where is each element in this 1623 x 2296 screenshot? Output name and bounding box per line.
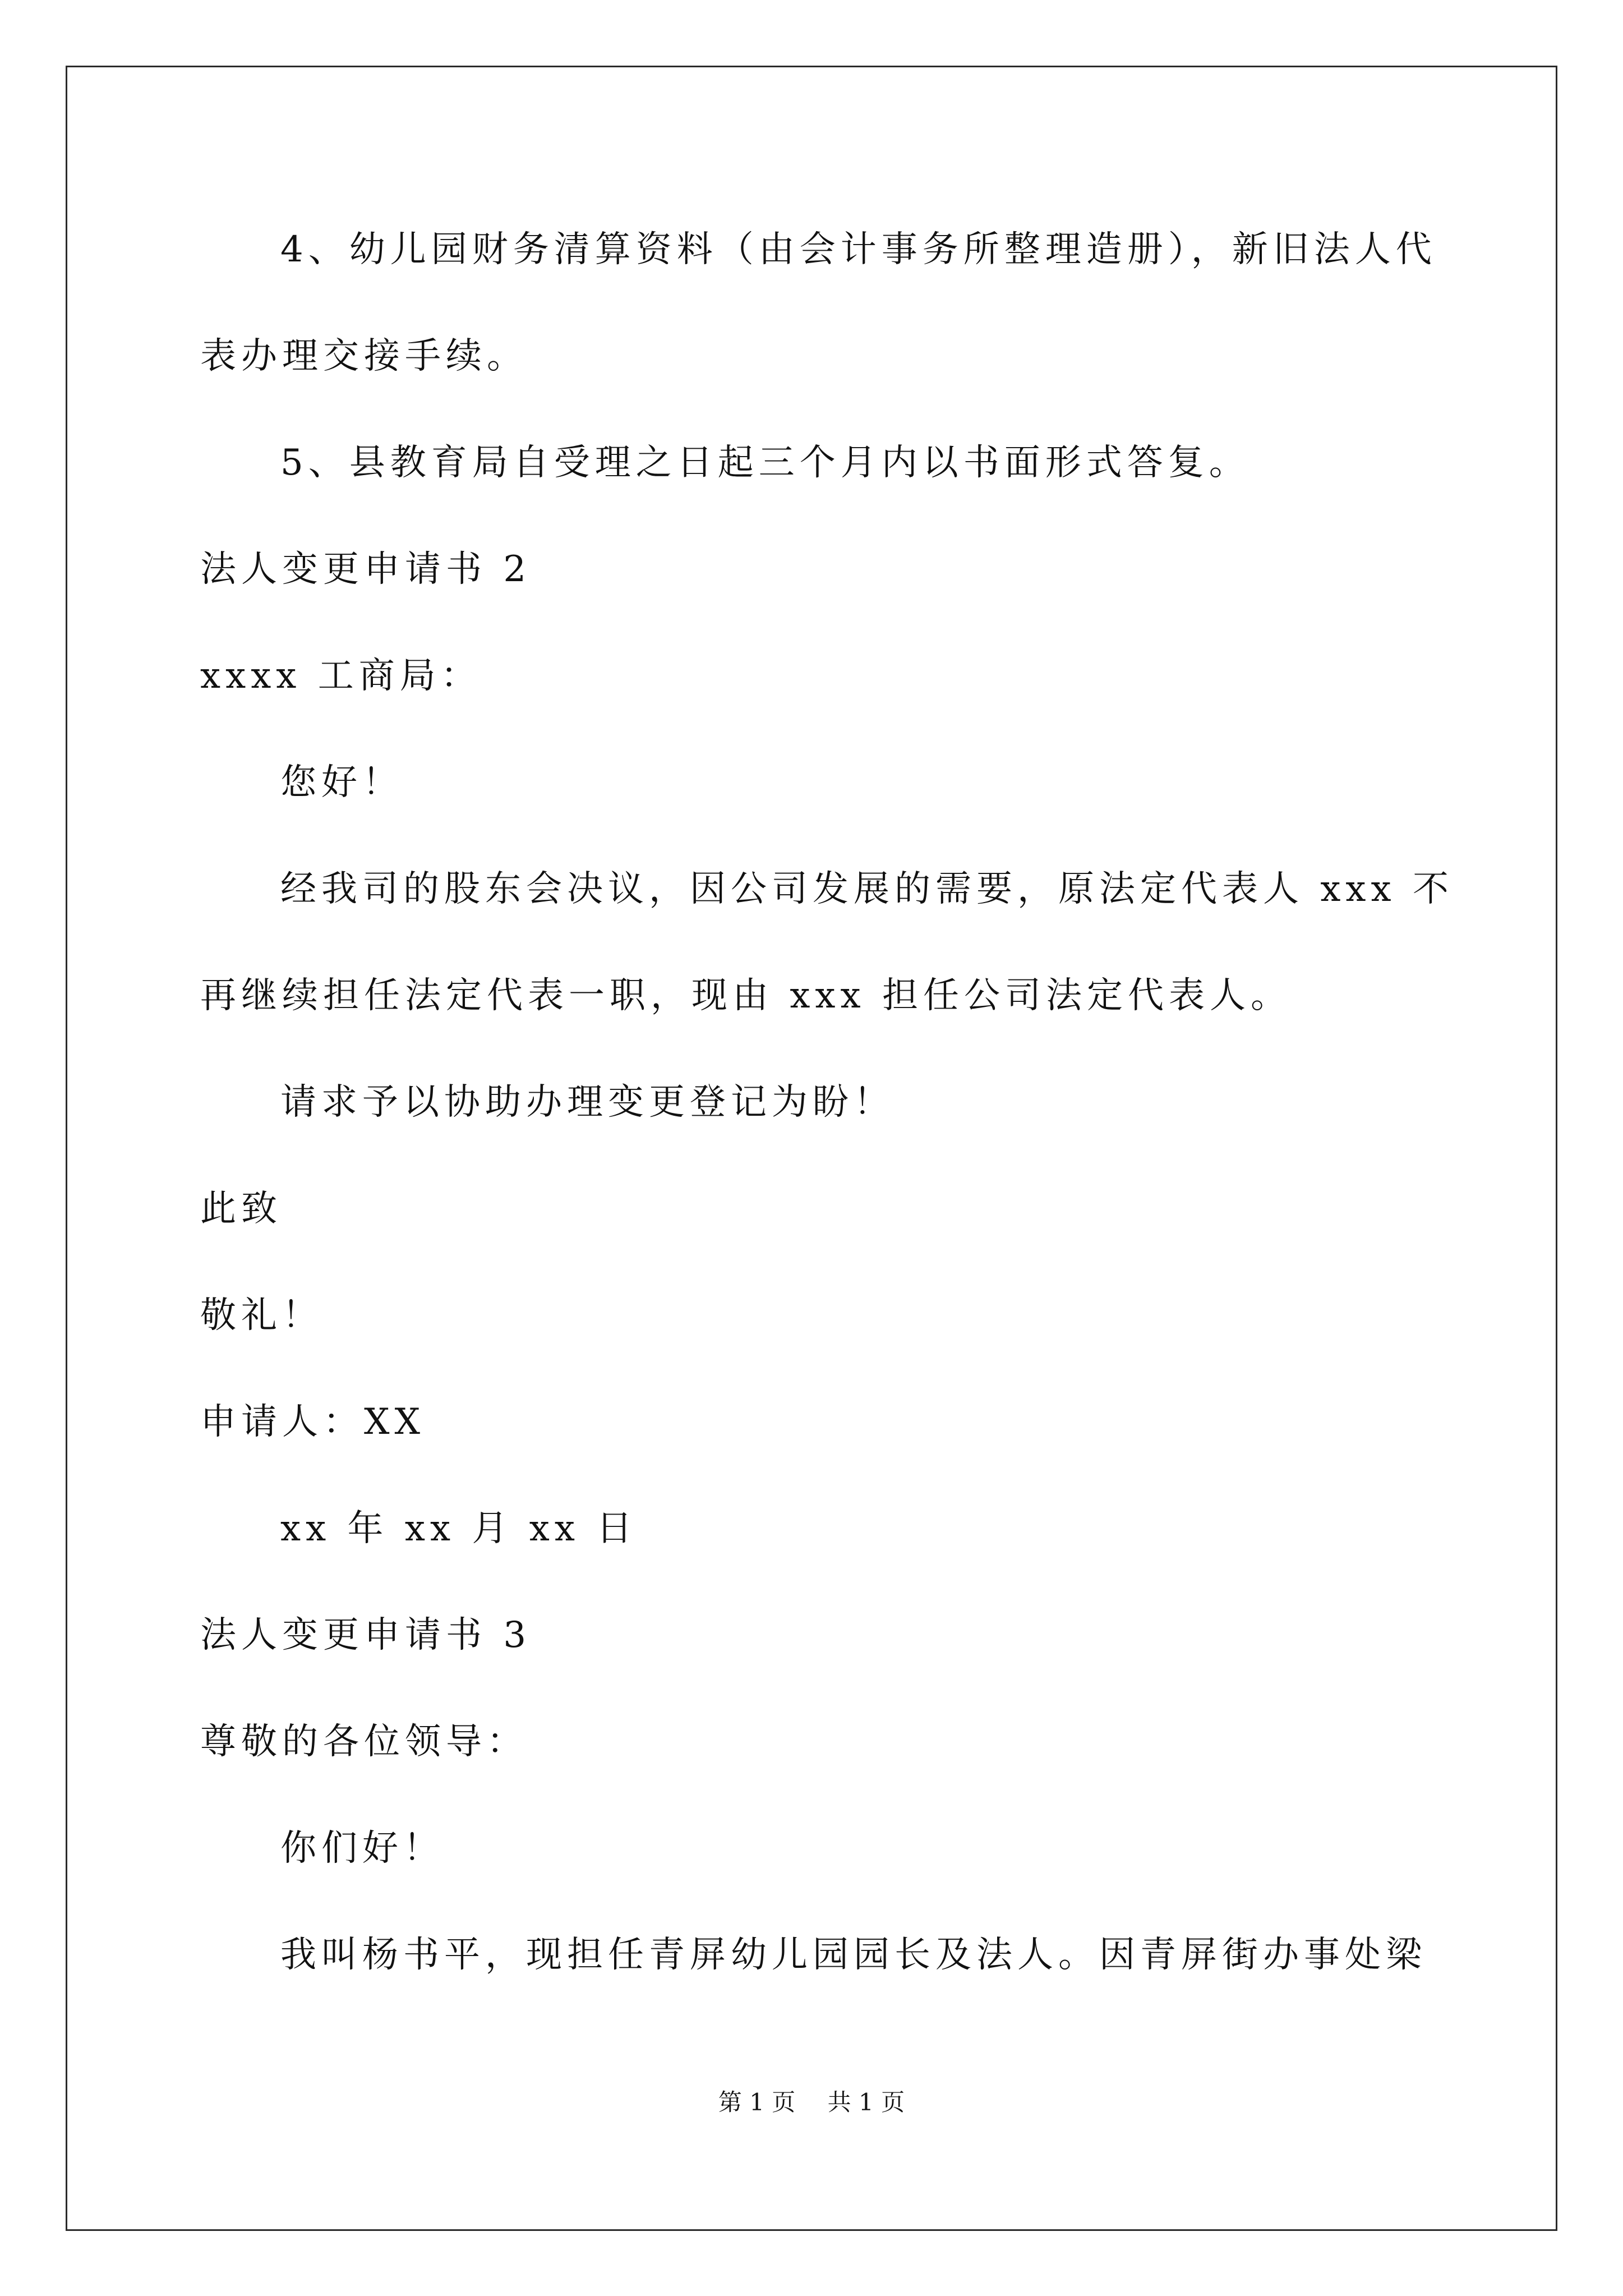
closing: 敬礼！ — [200, 1295, 323, 1336]
page-footer — [0, 2086, 1623, 2119]
paragraph-line: 再继续担任法定代表一职，现由 xxx 担任公司法定代表人。 — [200, 975, 1292, 1016]
greeting: 你们好！ — [280, 1828, 444, 1869]
closing: 此致 — [200, 1188, 282, 1230]
section-heading: 法人变更申请书 2 — [200, 549, 532, 590]
page-number: 第 1 页 — [718, 2088, 796, 2116]
date-line: xx 年 xx 月 xx 日 — [280, 1508, 638, 1549]
salutation: xxxx 工商局： — [200, 655, 482, 697]
greeting: 您好！ — [280, 762, 403, 803]
salutation: 尊敬的各位领导： — [200, 1721, 528, 1763]
page-border — [66, 66, 1557, 2231]
paragraph-line: 4、幼儿园财务清算资料（由会计事务所整理造册），新旧法人代 — [280, 229, 1437, 270]
page-total: 共 1 页 — [827, 2088, 905, 2116]
applicant: 申请人：XX — [200, 1401, 426, 1443]
paragraph-line: 经我司的股东会决议，因公司发展的需要，原法定代表人 xxx 不 — [280, 868, 1454, 910]
section-heading: 法人变更申请书 3 — [200, 1614, 532, 1656]
paragraph-line: 表办理交接手续。 — [200, 335, 528, 377]
paragraph-line: 5、县教育局自受理之日起三个月内以书面形式答复。 — [280, 442, 1250, 484]
paragraph-line: 我叫杨书平，现担任青屏幼儿园园长及法人。因青屏街办事处梁 — [280, 1934, 1427, 1976]
paragraph-line: 请求予以协助办理变更登记为盼！ — [280, 1082, 895, 1123]
